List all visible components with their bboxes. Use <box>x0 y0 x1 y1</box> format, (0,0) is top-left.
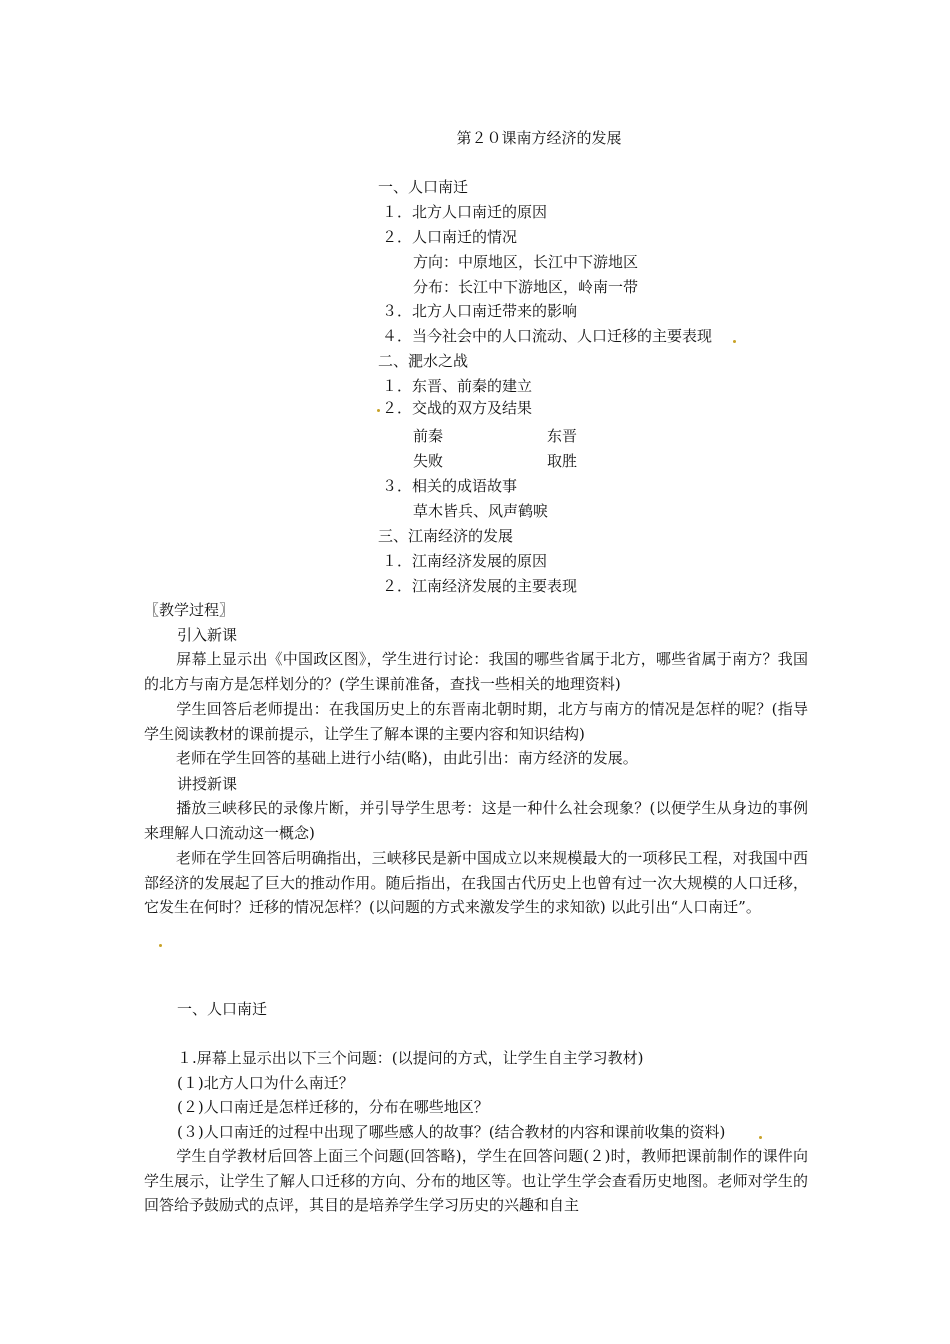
paragraph <box>144 647 808 696</box>
paragraph <box>144 796 808 845</box>
paragraph-text: 老师在学生回答后明确指出，三峡移民是新中国成立以来规模最大的一项移民工程，对我国中西部经济的发展起了巨大的推动作用。随后指出，在我国古代历史上也曾有过一次大规模的人口迁移，它发生在何时？迁移的情况怎样？(以问题的方式来激发学生的求知欲) 以此引出“人口南迁”。 <box>144 849 808 917</box>
lesson-title: 第２０课南方经济的发展 <box>456 129 622 147</box>
paragraph-text: 学生自学教材后回答上面三个问题(回答略)，学生在回答问题(２)时，教师把课前制作的课件向学生展示，让学生了解人口迁移的方向、分布的地区等。也让学生学会查看历史地图。老师对学生的回答给予鼓励式的点评，其目的是培养学生学习历史的兴趣和自主 <box>144 1147 808 1215</box>
stray-mark <box>759 1136 762 1139</box>
outline-subitem: 草木皆兵、风声鹤唳 <box>413 502 549 520</box>
outline-item: ２．人口南迁的情况 <box>382 228 518 246</box>
paragraph <box>144 1144 808 1218</box>
question-item: (２)人口南迁是怎样迁移的，分布在哪些地区？ <box>177 1098 489 1116</box>
outline-item: ４．当今社会中的人口流动、人口迁移的主要表现 <box>382 327 713 345</box>
outline-subitem: 分布：长江中下游地区，岭南一带 <box>413 278 639 296</box>
outline-item: １．江南经济发展的原因 <box>382 552 548 570</box>
outline-item: １．东晋、前秦的建立 <box>382 377 533 395</box>
paragraph-text: 学生回答后老师提出：在我国历史上的东晋南北朝时期，北方与南方的情况是怎样的呢？(指导学生阅读教材的课前提示，让学生了解本课的主要内容和知识结构) <box>144 700 808 743</box>
outline-item: １．北方人口南迁的原因 <box>382 203 548 221</box>
outline-section-2: 二、淝水之战 <box>378 352 469 370</box>
intro-heading: 引入新课 <box>177 626 238 644</box>
outline-item: ２．交战的双方及结果 <box>382 399 533 417</box>
teach-heading: 讲授新课 <box>177 775 238 793</box>
paragraph-text: 屏幕上显示出《中国政区图》，学生进行讨论：我国的哪些省属于北方，哪些省属于南方？我国的北方与南方是怎样划分的？(学生课前准备，查找一些相关的地理资料) <box>144 650 808 693</box>
side-qianqin: 前秦 <box>413 427 444 445</box>
section-heading: 一、人口南迁 <box>177 1000 268 1018</box>
process-heading: 〖教学过程〗 <box>144 601 235 619</box>
paragraph <box>144 697 808 746</box>
stray-mark <box>733 340 736 343</box>
paragraph-text: 播放三峡移民的录像片断，并引导学生思考：这是一种什么社会现象？(以便学生从身边的事例来理解人口流动这一概念) <box>144 799 808 842</box>
outline-item: ３．北方人口南迁带来的影响 <box>382 302 578 320</box>
stray-mark <box>377 409 380 412</box>
paragraph <box>144 746 808 771</box>
question-item: (３)人口南迁的过程中出现了哪些感人的故事？(结合教材的内容和课前收集的资料) <box>177 1123 726 1141</box>
side-dongjin: 东晋 <box>547 427 578 445</box>
paragraph <box>144 846 808 920</box>
result-dongjin: 取胜 <box>547 452 578 470</box>
outline-subitem: 方向：中原地区，长江中下游地区 <box>413 253 639 271</box>
result-qianqin: 失败 <box>413 452 444 470</box>
question-intro: １.屏幕上显示出以下三个问题：(以提问的方式，让学生自主学习教材) <box>177 1049 644 1067</box>
outline-item: ３．相关的成语故事 <box>382 477 518 495</box>
outline-item: ２．江南经济发展的主要表现 <box>382 577 578 595</box>
question-item: (１)北方人口为什么南迁？ <box>177 1074 354 1092</box>
paragraph-text: 老师在学生回答的基础上进行小结(略)，由此引出：南方经济的发展。 <box>176 749 638 767</box>
outline-section-3: 三、江南经济的发展 <box>378 527 514 545</box>
outline-section-1: 一、人口南迁 <box>378 178 469 196</box>
stray-mark <box>159 944 162 947</box>
